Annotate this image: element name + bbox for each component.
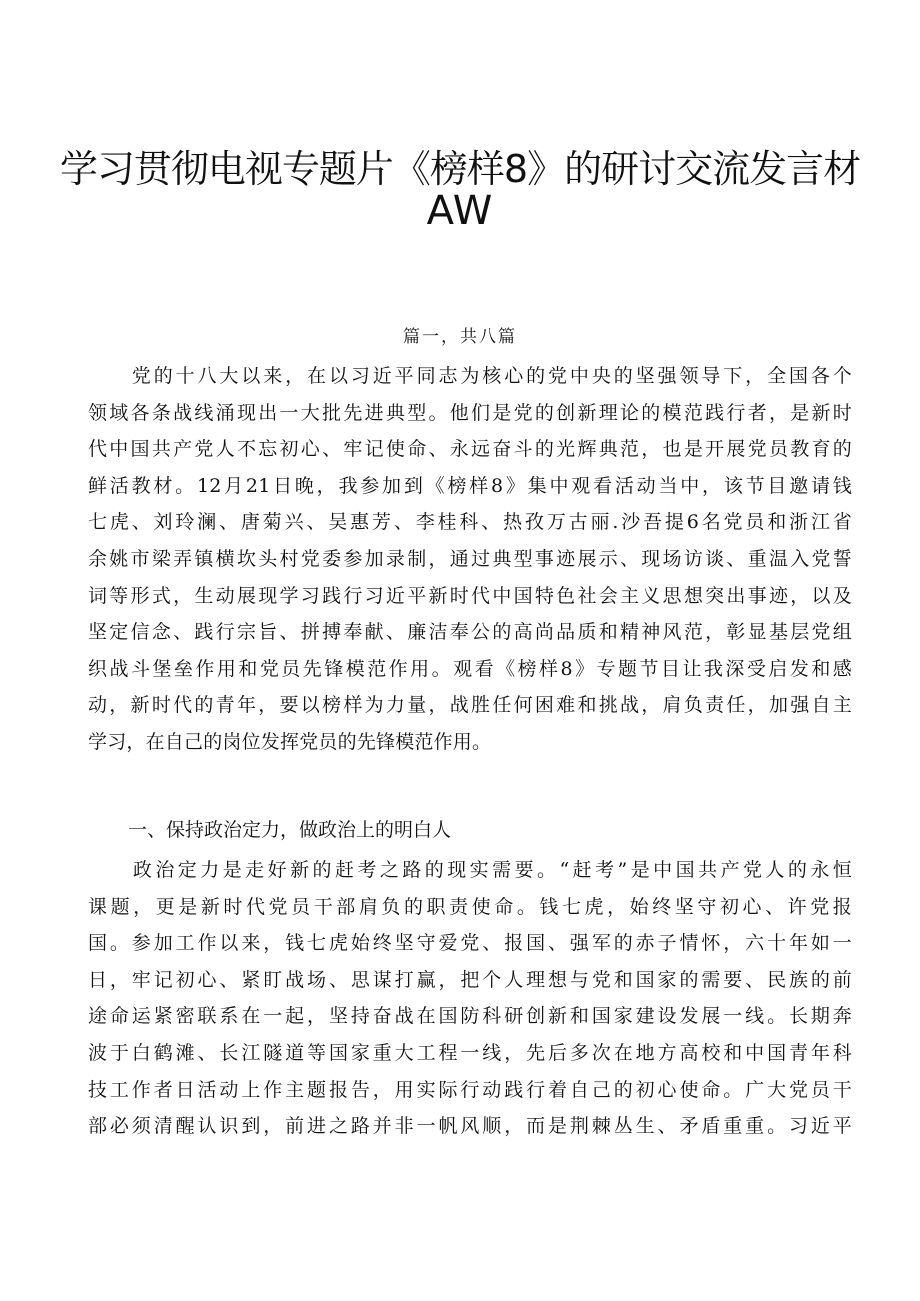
paragraph-line: 部必须清醒认识到，前进之路并非一帆风顺，而是荆棘丛生、矛盾重重。习近平	[88, 1115, 852, 1138]
paragraph-line: 途命运紧密联系在一起，坚持奋战在国防科研创新和国家建设发展一线。长期奔	[88, 1005, 852, 1028]
paragraph-line: 课题，更是新时代党员干部肩负的职责使命。钱七虎，始终坚守初心、许党报	[88, 895, 852, 918]
paragraph-line: 七虎、刘玲澜、唐菊兴、吴惠芳、李桂科、热孜万古丽.沙吾提6名党员和浙江省	[88, 511, 852, 534]
paragraph-line: 学习，在自己的岗位发挥党员的先锋模范作用。	[88, 730, 492, 753]
paragraph-line: 日，牢记初心、紧盯战场、思谋打赢，把个人理想与党和国家的需要、民族的前	[88, 968, 852, 991]
paragraph-line: 代中国共产党人不忘初心、牢记使命、永远奋斗的光辉典范，也是开展党员教育的	[88, 438, 852, 461]
paragraph-line: 党的十八大以来，在以习近平同志为核心的党中央的坚强领导下，全国各个	[88, 365, 852, 387]
paragraph-1	[88, 358, 852, 761]
paragraph-2	[88, 852, 852, 1145]
paragraph-line: 鲜活教材。12月21日晚，我参加到《榜样8》集中观看活动当中，该节目邀请钱	[88, 474, 852, 497]
paragraph-line: 领域各条战线涌现出一大批先进典型。他们是党的创新理论的模范践行者，是新时	[88, 401, 852, 424]
document-title-line1: 学习贯彻电视专题片《榜样8》的研讨交流发言材	[59, 147, 861, 191]
paragraph-line: 坚定信念、践行宗旨、拼搏奉献、廉洁奉公的高尚品质和精神风范，彰显基层党组	[88, 621, 852, 644]
paragraph-line: 词等形式，生动展现学习践行习近平新时代中国特色社会主义思想突出事迹，以及	[88, 584, 852, 607]
paragraph-line: 织战斗堡垒作用和党员先锋模范作用。观看《榜样8》专题节目让我深受启发和感	[88, 657, 852, 680]
paragraph-line: 波于白鹤滩、长江隧道等国家重大工程一线，先后多次在地方高校和中国青年科	[88, 1041, 852, 1064]
paragraph-line: 政治定力是走好新的赶考之路的现实需要。“赶考”是中国共产党人的永恒	[88, 859, 852, 881]
paragraph-line: 技工作者日活动上作主题报告，用实际行动践行着自己的初心使命。广大党员干	[88, 1078, 852, 1101]
section-label: 篇一，共八篇	[403, 327, 517, 347]
paragraph-line: 余姚市梁弄镇横坎头村党委参加录制，通过典型事迹展示、现场访谈、重温入党誓	[88, 547, 852, 570]
paragraph-line: 动，新时代的青年，要以榜样为力量，战胜任何困难和挑战，肩负责任，加强自主	[88, 694, 852, 717]
paragraph-line: 国。参加工作以来，钱七虎始终坚守爱党、报国、强军的赤子情怀，六十年如一	[88, 932, 852, 955]
document-title-line2: AW	[426, 188, 494, 234]
section-heading-1: 一、保持政治定力，做政治上的明白人	[128, 819, 452, 841]
